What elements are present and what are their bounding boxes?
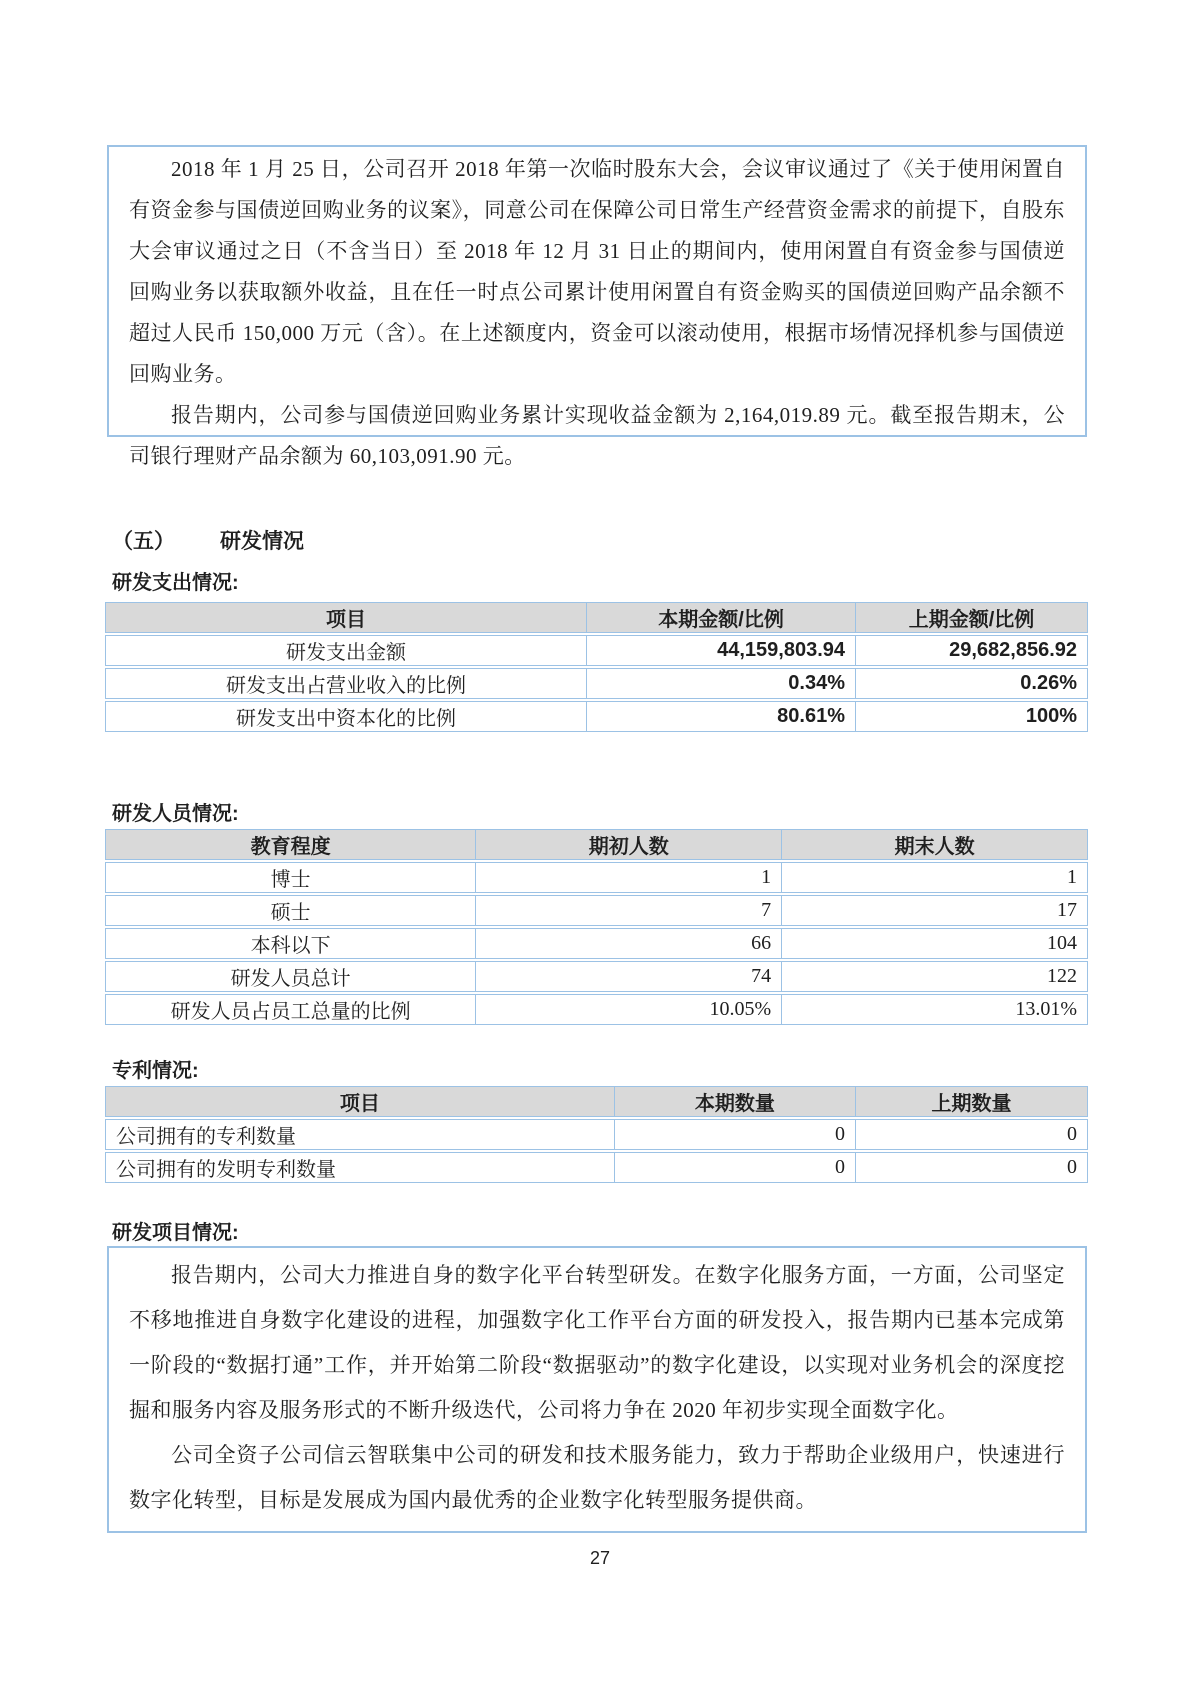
table-cell: 1	[782, 862, 1088, 893]
table-header-row	[105, 1086, 1088, 1117]
rd-projects-label: 研发项目情况:	[112, 1222, 239, 1244]
column-header: 项目	[105, 602, 587, 633]
paragraph: 报告期内，公司参与国债逆回购业务累计实现收益金额为 2,164,019.89 元。截至报告期末，公司银行理财产品余额为 60,103,091.90 元。	[129, 403, 1065, 468]
table-cell: 1	[476, 862, 782, 893]
table-cell: 研发支出中资本化的比例	[105, 701, 587, 732]
patents-table	[105, 1084, 1088, 1185]
table-row	[105, 1119, 1088, 1150]
table-cell: 研发支出金额	[105, 635, 587, 666]
rd-expense-table	[105, 600, 1088, 734]
column-header: 本期数量	[615, 1086, 856, 1117]
table-header-row	[105, 829, 1088, 860]
table-cell: 7	[476, 895, 782, 926]
table-cell: 100%	[856, 701, 1088, 732]
column-header: 期末人数	[782, 829, 1088, 860]
table-cell: 博士	[105, 862, 476, 893]
table-cell: 29,682,856.92	[856, 635, 1088, 666]
table-cell: 0.26%	[856, 668, 1088, 699]
table-cell: 0	[615, 1152, 856, 1183]
table-row	[105, 862, 1088, 893]
rd-personnel-table	[105, 827, 1088, 1027]
section-title: 研发情况	[220, 530, 304, 553]
table-row	[105, 1152, 1088, 1183]
table-cell: 122	[782, 961, 1088, 992]
table-cell: 44,159,803.94	[587, 635, 856, 666]
table-row	[105, 701, 1088, 732]
table-row	[105, 668, 1088, 699]
column-header: 教育程度	[105, 829, 476, 860]
table-row	[105, 895, 1088, 926]
paragraph: 报告期内，公司大力推进自身的数字化平台转型研发。在数字化服务方面，一方面，公司坚定不移地推进自身数字化建设的进程，加强数字化工作平台方面的研发投入，报告期内已基本完成第一阶段的“数据打通”工作，并开始第二阶段“数据驱动”的数字化建设，以实现对业务机会的深度挖掘和服务内容及服务形式的不断升级迭代，公司将力争在 2020 年初步实现全面数字化。	[129, 1263, 1065, 1422]
table-cell: 17	[782, 895, 1088, 926]
table-cell: 0.34%	[587, 668, 856, 699]
table-cell: 0	[856, 1152, 1088, 1183]
table-row	[105, 635, 1088, 666]
paragraph: 公司全资子公司信云智联集中公司的研发和技术服务能力，致力于帮助企业级用户，快速进行数字化转型，目标是发展成为国内最优秀的企业数字化转型服务提供商。	[129, 1443, 1065, 1512]
table-header-row	[105, 602, 1088, 633]
table-row	[105, 961, 1088, 992]
page-number: 27	[589, 1548, 611, 1568]
table-cell: 74	[476, 961, 782, 992]
column-header: 本期金额/比例	[587, 602, 856, 633]
patents-label: 专利情况:	[112, 1060, 199, 1082]
table-cell: 研发支出占营业收入的比例	[105, 668, 587, 699]
rd-expense-label: 研发支出情况:	[112, 572, 239, 594]
table-cell: 0	[615, 1119, 856, 1150]
table-cell: 研发人员占员工总量的比例	[105, 994, 476, 1025]
repo-business-textbox	[107, 145, 1087, 468]
section-heading	[112, 525, 304, 555]
column-header: 上期金额/比例	[856, 602, 1088, 633]
table-cell: 公司拥有的发明专利数量	[105, 1152, 615, 1183]
table-cell: 10.05%	[476, 994, 782, 1025]
column-header: 项目	[105, 1086, 615, 1117]
column-header: 上期数量	[856, 1086, 1088, 1117]
section-number: （五）	[112, 530, 175, 553]
table-cell: 本科以下	[105, 928, 476, 959]
rd-projects-textbox	[107, 1246, 1087, 1533]
table-cell: 0	[856, 1119, 1088, 1150]
table-row	[105, 928, 1088, 959]
table-cell: 硕士	[105, 895, 476, 926]
table-cell: 研发人员总计	[105, 961, 476, 992]
table-cell: 66	[476, 928, 782, 959]
rd-personnel-label: 研发人员情况:	[112, 803, 239, 825]
table-cell: 80.61%	[587, 701, 856, 732]
table-cell: 公司拥有的专利数量	[105, 1119, 615, 1150]
table-cell: 104	[782, 928, 1088, 959]
table-row	[105, 994, 1088, 1025]
paragraph: 2018 年 1 月 25 日，公司召开 2018 年第一次临时股东大会，会议审议通过了《关于使用闲置自有资金参与国债逆回购业务的议案》，同意公司在保障公司日常生产经营资金需求的前提下，自股东大会审议通过之日（不含当日）至 2018 年 12 月 31 日止的期间内，使用闲置自有资金参与国债逆回购业务以获取额外收益，且在任一时点公司累计使用闲置自有资金购买的国债逆回购产品余额不超过人民币 150,000 万元（含）。在上述额度内，资金可以滚动使用，根据市场情况择机参与国债逆回购业务。	[129, 157, 1065, 386]
column-header: 期初人数	[476, 829, 782, 860]
table-cell: 13.01%	[782, 994, 1088, 1025]
